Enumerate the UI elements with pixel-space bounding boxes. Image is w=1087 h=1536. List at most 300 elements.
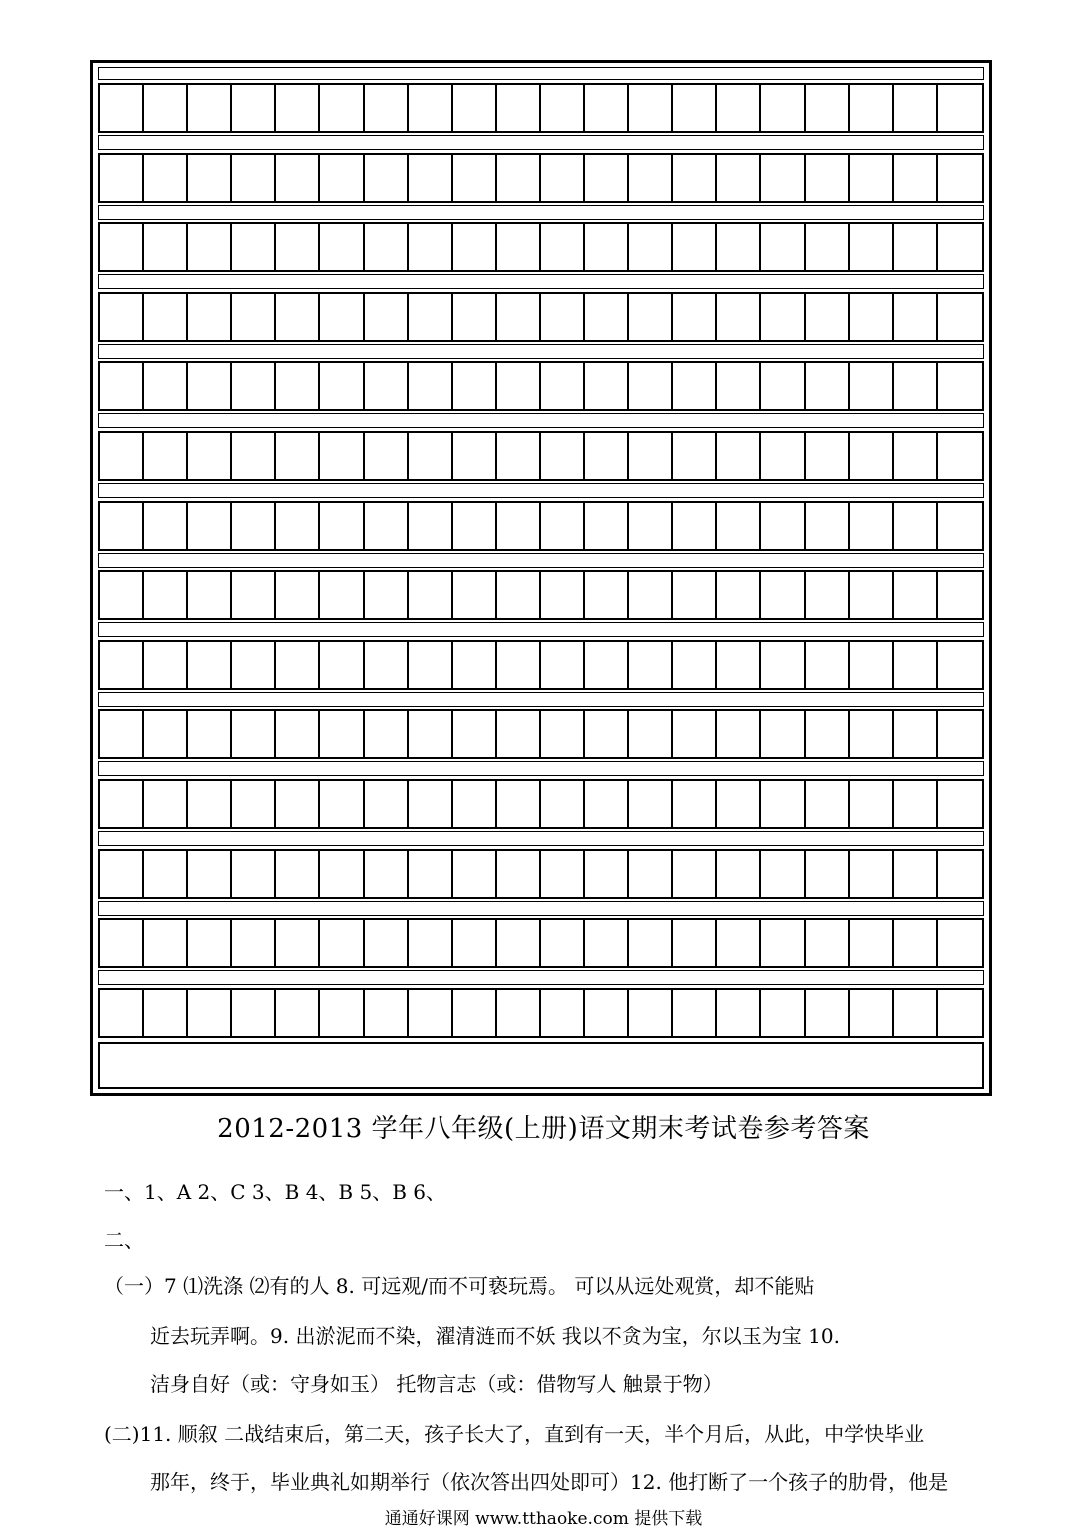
- grid-cell: [365, 294, 409, 340]
- grid-cell: [276, 920, 320, 966]
- answer-line-1: 一、1、A 2、C 3、B 4、B 5、B 6、: [104, 1180, 446, 1204]
- grid-cell: [673, 572, 717, 618]
- grid-cell: [100, 363, 144, 409]
- grid-cell: [409, 294, 453, 340]
- grid-cell: [188, 851, 232, 897]
- grid-cell: [629, 294, 673, 340]
- grid-cell: [585, 572, 629, 618]
- grid-cell: [938, 433, 982, 479]
- grid-cell: [850, 781, 894, 827]
- grid-cell: [850, 642, 894, 688]
- grid-cell: [806, 642, 850, 688]
- grid-cell: [497, 711, 541, 757]
- grid-spacer-strip: [98, 344, 984, 359]
- grid-cell: [894, 920, 938, 966]
- grid-cell: [585, 711, 629, 757]
- grid-cell: [894, 224, 938, 270]
- grid-cell: [409, 503, 453, 549]
- grid-cell: [453, 294, 497, 340]
- grid-row: [98, 849, 984, 899]
- grid-cell: [806, 363, 850, 409]
- grid-row: [98, 153, 984, 203]
- grid-cell: [761, 433, 805, 479]
- grid-cell: [717, 851, 761, 897]
- grid-cell: [541, 85, 585, 131]
- grid-spacer-strip: [98, 413, 984, 428]
- grid-cell: [585, 990, 629, 1036]
- grid-cell: [320, 363, 364, 409]
- grid-cell: [453, 851, 497, 897]
- grid-cell: [409, 642, 453, 688]
- grid-cell: [541, 851, 585, 897]
- grid-spacer-strip: [98, 831, 984, 846]
- grid-row: [98, 640, 984, 690]
- grid-cell: [541, 990, 585, 1036]
- grid-row: [98, 570, 984, 620]
- grid-cell: [761, 851, 805, 897]
- grid-cell: [232, 155, 276, 201]
- grid-cell: [673, 990, 717, 1036]
- grid-cell: [188, 781, 232, 827]
- grid-cell: [806, 155, 850, 201]
- grid-cell: [276, 503, 320, 549]
- grid-cell: [938, 642, 982, 688]
- grid-cell: [100, 642, 144, 688]
- grid-cell: [100, 85, 144, 131]
- grid-cell: [894, 572, 938, 618]
- grid-cell: [276, 363, 320, 409]
- grid-cell: [673, 363, 717, 409]
- grid-cell: [365, 781, 409, 827]
- grid-cell: [585, 363, 629, 409]
- grid-cell: [541, 363, 585, 409]
- grid-cell: [894, 781, 938, 827]
- grid-cell: [717, 85, 761, 131]
- grid-cell: [144, 224, 188, 270]
- grid-cell: [409, 433, 453, 479]
- footer-source: 通通好课网 www.tthaoke.com 提供下载: [384, 1509, 703, 1529]
- grid-cell: [629, 224, 673, 270]
- grid-row: [98, 501, 984, 551]
- grid-cell: [629, 433, 673, 479]
- grid-cell: [453, 433, 497, 479]
- grid-cell: [232, 711, 276, 757]
- grid-cell: [276, 85, 320, 131]
- grid-cell: [850, 711, 894, 757]
- grid-cell: [629, 642, 673, 688]
- grid-cell: [938, 85, 982, 131]
- grid-cell: [541, 642, 585, 688]
- grid-cell: [806, 572, 850, 618]
- grid-cell: [629, 990, 673, 1036]
- grid-cell: [320, 85, 364, 131]
- grid-cell: [850, 224, 894, 270]
- grid-cell: [453, 781, 497, 827]
- grid-cell: [806, 85, 850, 131]
- grid-cell: [320, 711, 364, 757]
- grid-spacer-strip: [98, 274, 984, 289]
- grid-cell: [232, 920, 276, 966]
- grid-cell: [144, 781, 188, 827]
- grid-cell: [673, 642, 717, 688]
- grid-cell: [673, 503, 717, 549]
- grid-row: [98, 361, 984, 411]
- grid-cell: [320, 155, 364, 201]
- grid-cell: [585, 851, 629, 897]
- grid-cell: [276, 781, 320, 827]
- grid-cell: [761, 920, 805, 966]
- answer-line-3: （一）7 ⑴洗涤 ⑵有的人 8. 可远观/而不可亵玩焉。 可以从远处观赏，却不能贴: [104, 1274, 815, 1298]
- grid-cell: [629, 920, 673, 966]
- grid-cell: [806, 781, 850, 827]
- grid-cell: [938, 294, 982, 340]
- grid-spacer-strip: [98, 135, 984, 150]
- grid-cell: [188, 572, 232, 618]
- grid-cell: [673, 711, 717, 757]
- grid-cell: [409, 224, 453, 270]
- grid-spacer-strip: [98, 761, 984, 776]
- grid-cell: [894, 85, 938, 131]
- grid-row: [98, 83, 984, 133]
- grid-cell: [497, 642, 541, 688]
- grid-cell: [497, 851, 541, 897]
- grid-cell: [453, 572, 497, 618]
- grid-cell: [409, 155, 453, 201]
- grid-cell: [497, 224, 541, 270]
- grid-cell: [938, 711, 982, 757]
- grid-cell: [806, 711, 850, 757]
- grid-cell: [320, 224, 364, 270]
- grid-cell: [629, 155, 673, 201]
- grid-cell: [629, 503, 673, 549]
- grid-cell: [761, 503, 805, 549]
- grid-cell: [232, 85, 276, 131]
- grid-cell: [673, 294, 717, 340]
- grid-cell: [365, 711, 409, 757]
- grid-cell: [409, 920, 453, 966]
- grid-cell: [232, 781, 276, 827]
- answer-line-7: 那年，终于，毕业典礼如期举行（依次答出四处即可）12. 他打断了一个孩子的肋骨，他是: [150, 1470, 949, 1494]
- grid-cell: [850, 920, 894, 966]
- grid-cell: [188, 503, 232, 549]
- answer-line-4: 近去玩弄啊。9. 出淤泥而不染，濯清涟而不妖 我以不贪为宝，尔以玉为宝 10.: [150, 1324, 840, 1348]
- grid-row: [98, 431, 984, 481]
- grid-cell: [761, 363, 805, 409]
- grid-cell: [188, 294, 232, 340]
- grid-cell: [409, 711, 453, 757]
- grid-cell: [585, 294, 629, 340]
- grid-row: [98, 292, 984, 342]
- grid-cell: [761, 711, 805, 757]
- grid-cell: [894, 642, 938, 688]
- grid-cell: [585, 503, 629, 549]
- grid-row: [98, 988, 984, 1038]
- grid-cell: [232, 642, 276, 688]
- grid-cell: [894, 433, 938, 479]
- grid-cell: [497, 781, 541, 827]
- grid-cell: [497, 433, 541, 479]
- grid-cell: [938, 851, 982, 897]
- grid-cell: [761, 155, 805, 201]
- grid-cell: [541, 155, 585, 201]
- grid-cell: [276, 711, 320, 757]
- grid-cell: [144, 920, 188, 966]
- grid-cell: [894, 711, 938, 757]
- grid-cell: [365, 990, 409, 1036]
- grid-cell: [320, 781, 364, 827]
- grid-cell: [232, 572, 276, 618]
- grid-row: [98, 709, 984, 759]
- grid-cell: [938, 990, 982, 1036]
- grid-cell: [894, 363, 938, 409]
- grid-row: [98, 918, 984, 968]
- grid-cell: [100, 711, 144, 757]
- grid-cell: [938, 363, 982, 409]
- grid-cell: [806, 224, 850, 270]
- grid-cell: [673, 851, 717, 897]
- answer-line-2: 二、: [104, 1228, 144, 1252]
- grid-cell: [365, 503, 409, 549]
- grid-cell: [806, 990, 850, 1036]
- grid-cell: [144, 433, 188, 479]
- grid-cell: [365, 572, 409, 618]
- grid-cell: [453, 920, 497, 966]
- grid-cell: [144, 155, 188, 201]
- grid-cell: [453, 155, 497, 201]
- grid-cell: [850, 503, 894, 549]
- grid-spacer-strip: [98, 205, 984, 220]
- grid-cell: [850, 363, 894, 409]
- grid-cell: [806, 920, 850, 966]
- grid-cell: [453, 642, 497, 688]
- grid-cell: [409, 572, 453, 618]
- grid-cell: [717, 363, 761, 409]
- grid-cell: [585, 433, 629, 479]
- grid-spacer-strip: [98, 901, 984, 916]
- grid-row: [98, 779, 984, 829]
- grid-cell: [365, 642, 409, 688]
- grid-cell: [497, 363, 541, 409]
- grid-cell: [188, 711, 232, 757]
- grid-cell: [100, 433, 144, 479]
- grid-cell: [320, 642, 364, 688]
- grid-cell: [585, 85, 629, 131]
- grid-cell: [850, 294, 894, 340]
- grid-cell: [276, 642, 320, 688]
- grid-cell: [365, 920, 409, 966]
- grid-spacer-strip: [98, 692, 984, 707]
- grid-cell: [453, 224, 497, 270]
- grid-cell: [938, 920, 982, 966]
- grid-cell: [673, 920, 717, 966]
- grid-cell: [497, 572, 541, 618]
- grid-cell: [541, 711, 585, 757]
- grid-cell: [806, 503, 850, 549]
- grid-cell: [850, 155, 894, 201]
- grid-cell: [144, 85, 188, 131]
- grid-spacer-strip: [98, 483, 984, 498]
- grid-cell: [453, 990, 497, 1036]
- grid-cell: [232, 433, 276, 479]
- grid-cell: [276, 155, 320, 201]
- grid-cell: [673, 781, 717, 827]
- grid-cell: [717, 155, 761, 201]
- grid-cell: [365, 155, 409, 201]
- grid-cell: [276, 990, 320, 1036]
- grid-cell: [497, 990, 541, 1036]
- grid-cell: [188, 155, 232, 201]
- grid-cell: [761, 85, 805, 131]
- grid-cell: [188, 433, 232, 479]
- grid-cell: [894, 990, 938, 1036]
- answer-line-6: (二)11. 顺叙 二战结束后，第二天，孩子长大了，直到有一天，半个月后，从此，中学快毕业: [104, 1422, 925, 1446]
- grid-cell: [232, 363, 276, 409]
- grid-cell: [761, 224, 805, 270]
- grid-cell: [188, 990, 232, 1036]
- grid-cell: [365, 363, 409, 409]
- grid-cell: [409, 990, 453, 1036]
- grid-spacer-strip: [98, 67, 984, 80]
- grid-cell: [276, 294, 320, 340]
- grid-cell: [541, 503, 585, 549]
- grid-cell: [850, 851, 894, 897]
- grid-cell: [100, 294, 144, 340]
- grid-cell: [761, 572, 805, 618]
- grid-spacer-strip: [98, 970, 984, 985]
- grid-cell: [409, 363, 453, 409]
- grid-cell: [629, 85, 673, 131]
- grid-cell: [717, 920, 761, 966]
- grid-cell: [761, 990, 805, 1036]
- grid-cell: [232, 851, 276, 897]
- grid-cell: [541, 572, 585, 618]
- grid-cell: [409, 85, 453, 131]
- grid-cell: [629, 781, 673, 827]
- grid-cell: [144, 572, 188, 618]
- grid-cell: [938, 781, 982, 827]
- grid-cell: [938, 572, 982, 618]
- grid-cell: [453, 503, 497, 549]
- grid-cell: [717, 572, 761, 618]
- grid-cell: [673, 85, 717, 131]
- grid-cell: [894, 503, 938, 549]
- grid-cell: [144, 294, 188, 340]
- grid-cell: [806, 851, 850, 897]
- grid-cell: [188, 920, 232, 966]
- grid-cell: [453, 363, 497, 409]
- grid-cell: [276, 851, 320, 897]
- grid-cell: [100, 990, 144, 1036]
- grid-cell: [850, 433, 894, 479]
- grid-cell: [365, 851, 409, 897]
- grid-cell: [717, 503, 761, 549]
- grid-cell: [497, 503, 541, 549]
- grid-cell: [188, 363, 232, 409]
- grid-cell: [144, 711, 188, 757]
- grid-cell: [673, 224, 717, 270]
- grid-cell: [629, 851, 673, 897]
- grid-cell: [761, 294, 805, 340]
- grid-cell: [144, 363, 188, 409]
- grid-cell: [100, 503, 144, 549]
- grid-cell: [673, 155, 717, 201]
- grid-cell: [320, 920, 364, 966]
- grid-cell: [938, 224, 982, 270]
- grid-cell: [188, 224, 232, 270]
- grid-cell: [409, 781, 453, 827]
- grid-cell: [320, 294, 364, 340]
- grid-cell: [894, 155, 938, 201]
- grid-cell: [409, 851, 453, 897]
- grid-cell: [717, 294, 761, 340]
- grid-cell: [541, 920, 585, 966]
- grid-cell: [497, 920, 541, 966]
- grid-cell: [585, 224, 629, 270]
- grid-cell: [144, 990, 188, 1036]
- grid-cell: [673, 433, 717, 479]
- grid-cell: [894, 294, 938, 340]
- grid-cell: [232, 990, 276, 1036]
- grid-cell: [320, 572, 364, 618]
- grid-cell: [717, 433, 761, 479]
- grid-cell: [276, 224, 320, 270]
- grid-cell: [850, 85, 894, 131]
- grid-cell: [100, 224, 144, 270]
- grid-spacer-strip: [98, 553, 984, 568]
- grid-cell: [100, 572, 144, 618]
- grid-cell: [629, 363, 673, 409]
- grid-cell: [100, 920, 144, 966]
- grid-cell: [585, 642, 629, 688]
- grid-cell: [761, 642, 805, 688]
- grid-cell: [365, 224, 409, 270]
- grid-cell: [144, 642, 188, 688]
- grid-cell: [188, 85, 232, 131]
- grid-cell: [232, 294, 276, 340]
- grid-cell: [100, 851, 144, 897]
- grid-cell: [365, 433, 409, 479]
- grid-cell: [497, 155, 541, 201]
- grid-cell: [717, 711, 761, 757]
- grid-cell: [585, 920, 629, 966]
- grid-cell: [761, 781, 805, 827]
- grid-cell: [232, 503, 276, 549]
- grid-cell: [497, 85, 541, 131]
- grid-cell: [100, 155, 144, 201]
- grid-row: [98, 222, 984, 272]
- grid-cell: [806, 433, 850, 479]
- grid-cell: [497, 294, 541, 340]
- grid-cell: [276, 572, 320, 618]
- grid-spacer-strip: [98, 622, 984, 637]
- grid-cell: [894, 851, 938, 897]
- grid-cell: [938, 503, 982, 549]
- grid-bottom-box: [98, 1042, 984, 1089]
- grid-cell: [585, 155, 629, 201]
- grid-cell: [320, 503, 364, 549]
- grid-cell: [453, 85, 497, 131]
- grid-cell: [806, 294, 850, 340]
- grid-cell: [541, 433, 585, 479]
- grid-cell: [850, 990, 894, 1036]
- grid-cell: [717, 642, 761, 688]
- composition-grid: [90, 60, 992, 1096]
- grid-cell: [365, 85, 409, 131]
- grid-cell: [453, 711, 497, 757]
- grid-cell: [717, 224, 761, 270]
- grid-cell: [850, 572, 894, 618]
- grid-cell: [100, 781, 144, 827]
